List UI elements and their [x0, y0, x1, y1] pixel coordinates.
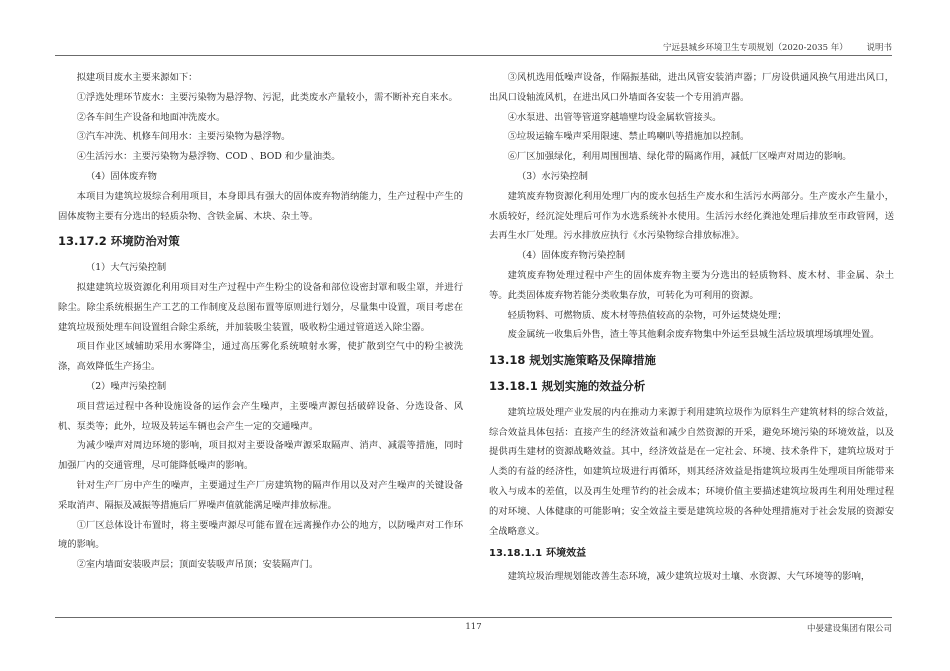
paragraph: 项目营运过程中各种设施设备的运作会产生噪声，主要噪声源包括破碎设备、分选设备、风机、泵类等；此外，垃圾及转运车辆也会产生一定的交通噪声。	[58, 400, 463, 432]
subheading: （3）水污染控制	[516, 170, 588, 182]
footer-company: 中晏建设集团有限公司	[806, 624, 892, 634]
right-column	[489, 68, 894, 587]
paragraph: 拟建项目废水主要来源如下：	[76, 72, 198, 83]
subsection-heading	[489, 377, 894, 397]
page-footer	[55, 617, 892, 634]
paragraph: 建筑垃圾处理产业发展的内在推动力来源于利用建筑垃圾作为原料生产建筑材料的综合效益，综合效益具体包括：直接产生的经济效益和减少自然资源的开采，避免环境污染的环境效益，以及提供再生建材的资源战略效益。其中，经济效益是在一定社会、环境、技术条件下，建筑垃圾对于人类的有益的经济性，如建筑垃圾进行再循环，则其经济效益是指建筑垃圾再生处理项目所能带来收入与成本的差值，以及再生处理节约的社会成本；环境价值主要描述建筑垃圾再生利用处理过程的对环境、人体健康的可能影响；安全效益主要是建筑垃圾的各种处理措施对于社会发展的资源安全战略意义。	[489, 406, 894, 537]
paragraph: 建筑垃圾治理规划能改善生态环境，减少建筑垃圾对土壤、水资源、大气环境等的影响，	[507, 571, 871, 583]
section-number: 13.17.2	[58, 234, 107, 249]
paragraph: ⑤垃圾运输车噪声采用限速、禁止鸣喇叭等措施加以控制。	[507, 131, 750, 143]
paragraph: ③风机选用低噪声设备，作隔振基础，进出风管安装消声器；厂房设供通风换气用进出风口，出风口设轴流风机，在进出风口外墙面各安装一个专用消声器。	[489, 72, 894, 103]
page-number: 117	[465, 622, 482, 632]
paragraph: 建筑废弃物资源化利用处理厂内的废水包括生产废水和生活污水两部分。生产废水产生量小，水质较好，经沉淀处理后可作为水选系统补水使用。生活污水经化粪池处理后排放至市政管网，送去再生水厂处理。污水排放应执行《水污染物综合排放标准》。	[489, 190, 894, 242]
subheading: （4）固体废弃物污染控制	[516, 250, 626, 262]
paragraph: 为减少噪声对周边环境的影响，项目拟对主要设备噪声源采取隔声、消声、减震等措施，同时加强厂内的交通管理，尽可能降低噪声的影响。	[58, 440, 463, 472]
paragraph: 项目作业区域辅助采用水雾降尘，通过高压雾化系统喷射水雾，使扩散到空气中的粉尘被洗涤，高效降低生产扬尘。	[58, 341, 463, 373]
subheading: （2）噪声污染控制	[85, 380, 167, 392]
paragraph: ②室内墙面安装吸声层；顶面安装吸声吊顶；安装隔声门。	[76, 559, 319, 571]
header-doc-type: 说明书	[866, 43, 892, 53]
subheading: （4）固体废弃物	[85, 170, 157, 182]
section-number: 13.18.1.1	[489, 548, 543, 560]
header-title: 宁远县城乡环境卫生专项规划（2020-2035 年）	[662, 43, 848, 53]
left-column	[58, 68, 463, 575]
paragraph: ⑥厂区加强绿化，利用周围围墙、绿化带的隔离作用，减低厂区噪声对周边的影响。	[507, 151, 852, 163]
paragraph: ④生活污水：主要污染物为悬浮物、COD 、BOD 和少量油类。	[76, 151, 341, 163]
paragraph: 废金属统一收集后外售，渣土等其他剩余废弃物集中外运至县城生活垃圾填埋场填埋处置。	[507, 329, 880, 341]
paragraph: 本项目为建筑垃圾综合利用项目，本身即具有强大的固体废弃物消纳能力，生产过程中产生的固体废物主要有分选出的轻质杂物、含铁金属、木块、杂土等。	[58, 190, 463, 222]
section-title: 环境效益	[546, 548, 587, 560]
paragraph: ①浮选处理环节废水：主要污染物为悬浮物、污泥，此类废水产量较小，需不断补充自来水。	[76, 91, 458, 103]
paragraph: 建筑废弃物处理过程中产生的固体废弃物主要为分选出的轻质物料、废木材、非金属、杂土等。此类固体废弃物若能分类收集存放，可转化为可利用的资源。	[489, 269, 894, 301]
section-title: 规划实施的效益分析	[541, 378, 646, 393]
subheading: （1）大气污染控制	[85, 262, 167, 274]
paragraph: 轻质物料、可燃物质、废木材等热值较高的杂物，可外运焚烧处理；	[507, 309, 787, 321]
paragraph: ①厂区总体设计布置时，将主要噪声源尽可能布置在远离操作办公的地方，以防噪声对工作环境的影响。	[58, 519, 463, 551]
section-heading	[489, 351, 894, 371]
paragraph: 拟建建筑垃圾资源化利用项目对生产过程中产生粉尘的设备和部位设密封罩和吸尘罩，并进行除尘。除尘系统根据生产工艺的工作制度及总图布置等原则进行划分，尽量集中设置，项目考虑在建筑垃圾预处理车间设置组合除尘系统，并加装吸尘装置，吸收粉尘通过管道送入除尘器。	[58, 281, 463, 333]
section-title: 规划实施策略及保障措施	[529, 353, 656, 368]
paragraph: ④水泵进、出管等管道穿越墙壁均设金属软管接头。	[507, 111, 722, 123]
paragraph: ②各车间生产设备和地面冲洗废水。	[76, 111, 226, 123]
section-number: 13.18	[489, 353, 526, 368]
section-number: 13.18.1	[489, 378, 538, 393]
paragraph: ③汽车冲洗、机修车间用水：主要污染物为悬浮物。	[76, 131, 291, 143]
section-heading	[58, 232, 463, 252]
subsubsection-heading	[489, 544, 894, 564]
page-header	[55, 41, 892, 56]
paragraph: 针对生产厂房中产生的噪声，主要通过生产厂房建筑物的隔声作用以及对产生噪声的关键设备采取消声、隔振及减振等措施后厂界噪声值就能满足噪声排放标准。	[58, 479, 463, 511]
section-title: 环境防治对策	[110, 234, 180, 249]
